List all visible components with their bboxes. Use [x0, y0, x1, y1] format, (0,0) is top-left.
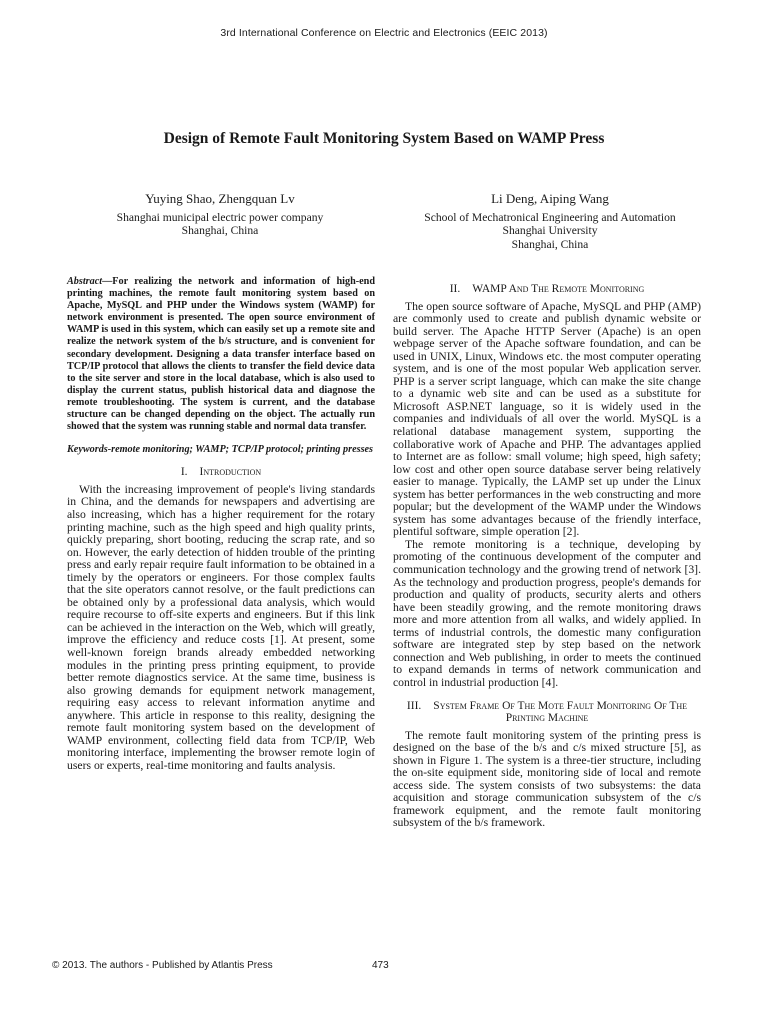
- section-title: Introduction: [199, 466, 262, 479]
- author-names: Yuying Shao, Zhengquan Lv: [145, 191, 295, 206]
- author-location: Shanghai, China: [181, 224, 259, 237]
- section-heading-system-frame: [393, 700, 701, 725]
- left-column: [67, 276, 375, 772]
- body-paragraph: The remote monitoring is a technique, developing by promoting of the continuous development of the computer and communication technology and the growing trend of network [3]. As the technology and production progress, people's demands for production and quality of products, security alerts and others have been steadily growing, and the remote monitoring draws more and more attention from all walks, and widely applied. In terms of industrial controls, the domestic many configuration software are integrated step by step based on the network connection and Web publishing, in order to meets the continued to expand demands in terms of network communication and control in industrial production [4].: [393, 537, 701, 689]
- author-affiliation-2: Shanghai University: [502, 224, 598, 237]
- section-number: III.: [406, 699, 422, 712]
- abstract: [67, 276, 375, 433]
- author-block-1: [50, 192, 390, 238]
- right-column: [393, 283, 701, 830]
- abstract-label: Abstract: [67, 276, 103, 287]
- copyright-footer: © 2013. The authors - Published by Atlantis Press: [52, 960, 273, 971]
- page-number: 473: [372, 960, 389, 971]
- author-location: Shanghai, China: [511, 237, 589, 251]
- body-paragraph: With the increasing improvement of people's living standards in China, and the demands for newspapers and advertising are also increasing, which has a higher requirement for the rotary printing machine, such as the high speed and high quality prints, quickly preparing, short booting, reducing the scrap rate, and so on. However, the early detection of hidden trouble of the printing press and early repair require fault information to be obtained in a timely by the operators or engineers. For those complex faults that the site operators cannot resolve, or the fault predictions can be obtained only by a professional data analysis, which would require recourse to off-site experts and engineers. But if this link can be achieved in the interaction on the Web, which will greatly, improve the efficiency and reduce costs [1]. At present, some well-known foreign brands already embedded networking modules in the printing press printing equipment, to provide better remote diagnostics service. At the same time, business is also growing demands for equipment network management, requiring easy access to relevant information anytime and anywhere. This article in response to this reality, designing the remote fault monitoring system based on the development of WAMP environment, collecting field data from TCP/IP, Web monitoring interface, implementing the browser remote login of users or experts, real-time monitoring and faults analysis.: [67, 482, 375, 772]
- author-affiliation: Shanghai municipal electric power company: [116, 210, 324, 224]
- section-title: WAMP And The Remote Monitoring: [472, 283, 645, 295]
- abstract-text: —For realizing the network and information of high-end printing machines, the remote fault monitoring system based on Apache, MySQL and PHP under the Windows system (WAMP) for network environment is presented. The open source environment of WAMP is used in this system, which can easily set up a remote site and realize the network system of the b/s structure, and is convenient for secondary development. Designing a data transfer interface based on TCP/IP protocol that allows the clients to transfer the field device data to the site server and store in the local database, which is also used to display the current status, publish historical data and diagnose the remote troubleshooting. The system is current, and the database structure can be changed depending on the object. The actually run showed that the system was running stable and normal data transfer.: [67, 276, 375, 433]
- keywords: Keywords-remote monitoring; WAMP; TCP/IP protocol; printing presses: [67, 444, 374, 456]
- section-heading-wamp: [393, 283, 701, 296]
- section-number: II.: [449, 283, 461, 295]
- body-paragraph: The remote fault monitoring system of the printing press is designed on the base of the b/s and c/s mixed structure [5], as shown in Figure 1. The system is a three-tier structure, including the on-site equipment side, monitoring side of local and remote access side. The system consists of two subsystems: the data acquisition and storage communication subsystem of the c/s framework equipment, and the remote fault monitoring subsystem of the b/s framework.: [393, 728, 701, 830]
- author-block-2: [385, 192, 715, 251]
- section-title: System Frame Of The Mote Fault Monitoring Of The Printing Machine: [433, 699, 688, 725]
- paper-title: Design of Remote Fault Monitoring System Based on WAMP Press: [163, 130, 605, 147]
- author-affiliation: School of Mechatronical Engineering and Automation: [424, 210, 676, 224]
- section-heading-introduction: [67, 466, 375, 479]
- body-paragraph: The open source software of Apache, MySQL and PHP (AMP) are commonly used to create and publish dynamic website or build server. The Apache HTTP Server (Apache) is an open webpage server of the Apache software foundation, and can be used in UNIX, Linux, Windows etc. the most computer operating system, and is one of the most popular Web application server. PHP is a server script language, which can make the site change to a dynamic web site and can be used as a substitute for Microsoft ASP.NET language, so it is widely used in the companies and individuals of all over the world. MySQL is a relational database management system, supporting the collaborative work of Apache and PHP. The advantages applied to Internet are as follow: small volume; high speed, high safety; low cost and other open source database server being relatively easier to manage. Typically, the LAMP set up under the Linux system has better performances in the web constructing and more popular; but the development of the WAMP under the Windows system has some advantages because of the friendly interface, plentiful software, simple operation [2].: [393, 299, 701, 539]
- conference-header: 3rd International Conference on Electric and Electronics (EEIC 2013): [220, 27, 548, 39]
- author-names: Li Deng, Aiping Wang: [491, 191, 609, 206]
- section-number: I.: [180, 466, 188, 479]
